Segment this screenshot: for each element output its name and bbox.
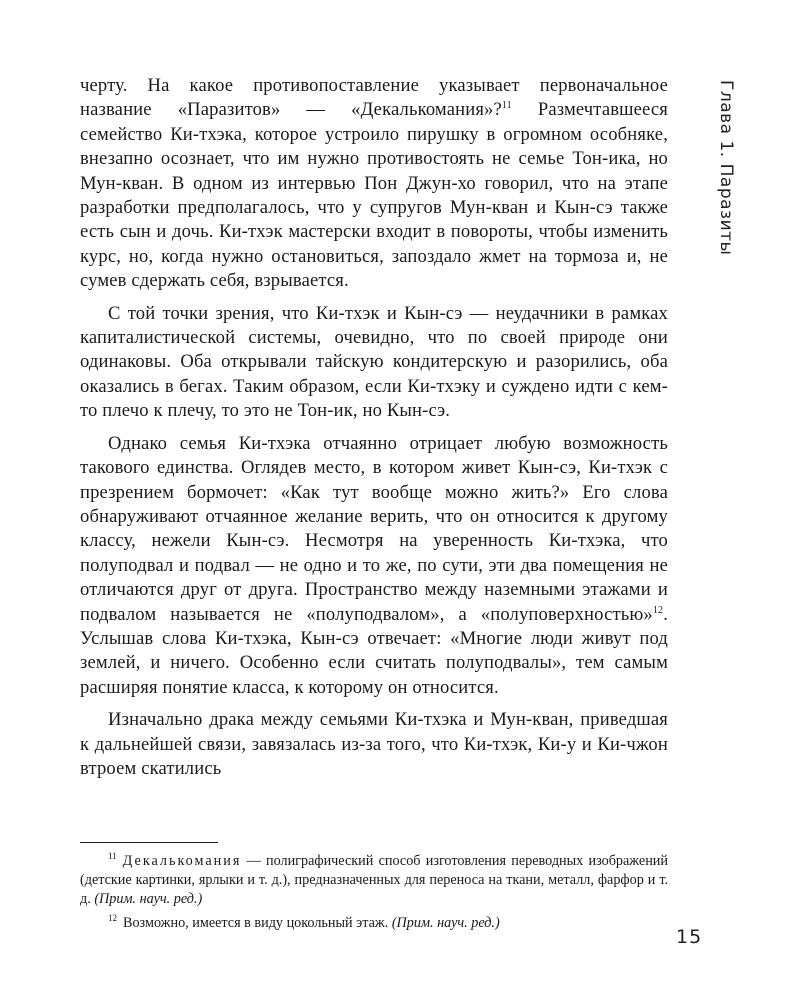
footnote-11-note: (Прим. науч. ред.) (94, 891, 203, 907)
footnote-12 (80, 914, 668, 933)
footnote-11-text: — полиграфический способ изготовления переводных изображений (детские картинки, ярлыки и т. д.), предназначенных для переноса на ткани, металл, фарфор и т. д. (80, 853, 668, 907)
footnote-ref-11[interactable]: 11 (501, 100, 512, 112)
page-number: 15 (676, 926, 703, 948)
footnote-11 (80, 852, 668, 909)
footnote-11-term: Декалькомания (122, 853, 242, 869)
paragraph-1-text-a: черту. На какое противопоставление указывает первоначальное название «Паразитов» — «Декалькомания»? (80, 75, 668, 121)
paragraph-2: С той точки зрения, что Ки-тхэк и Кын-сэ — неудачники в рамках капиталистической системы, очевидно, что по своей природе они одинаковы. Оба открывали тайскую кондитерскую и разорились, оба оказались в бегах. Таким образом, если Ки-тхэку и суждено идти с кем-то плечо к плечу, то это не Тон-ик, но Кын-сэ. (80, 302, 668, 422)
main-text (80, 74, 668, 789)
paragraph-1 (80, 74, 668, 294)
running-head: Глава 1. Паразиты (716, 80, 736, 256)
paragraph-3-text-b: . Услышав слова Ки-тхэка, Кын-сэ отвечает: «Многие люди живут под землей, и ничего. Особенно если считать полуподвалы», тем самым расширяя понятие класса, к которому он относится. (80, 603, 668, 698)
paragraph-4: Изначально драка между семьями Ки-тхэка и Мун-кван, приведшая к дальнейшей связи, завязалась из-за того, что Ки-тхэк, Ки-у и Ки-чжон втроем скатились (80, 709, 668, 779)
footnote-12-number: 12 (108, 913, 117, 924)
paragraph-3 (80, 432, 668, 700)
footnote-divider (80, 842, 218, 843)
paragraph-1-text-b: Размечтавшееся семейство Ки-тхэка, которое устроило пирушку в огромном особняке, внезапно осознает, что им нужно противостоять не семье Тон-ика, но Мун-кван. В одном из интервью Пон Джун-хо говорил, что на этапе разработки предполагалось, что у супругов Мун-кван и Кын-сэ также есть сын и дочь. Ки-тхэк мастерски входит в повороты, чтобы изменить курс, но, когда нужно остановиться, запоздало жмет на тормоза и, не сумев сдержать себя, взрывается. (80, 99, 668, 292)
footnote-12-note: (Прим. науч. ред.) (391, 915, 500, 931)
footnote-ref-12[interactable]: 12 (652, 604, 664, 616)
footnotes (80, 852, 668, 938)
footnote-11-number: 11 (108, 851, 117, 862)
paragraph-3-text-a: Однако семья Ки-тхэка отчаянно отрицает любую возможность такового единства. Оглядев место, в котором живет Кын-сэ, Ки-тхэк с презрением бормочет: «Как тут вообще можно жить?» Его слова обнаруживают отчаянное желание верить, что он относится к другому классу, нежели Кын-сэ. Несмотря на уверенность Ки-тхэка, что полуподвал и подвал — не одно и то же, по сути, эти два помещения не отличаются друг от друга. Пространство между наземными этажами и подвалом называется не «полуподвалом», а «полуповерхностью» (80, 432, 668, 625)
footnote-12-text: Возможно, имеется в виду цокольный этаж. (123, 915, 392, 931)
